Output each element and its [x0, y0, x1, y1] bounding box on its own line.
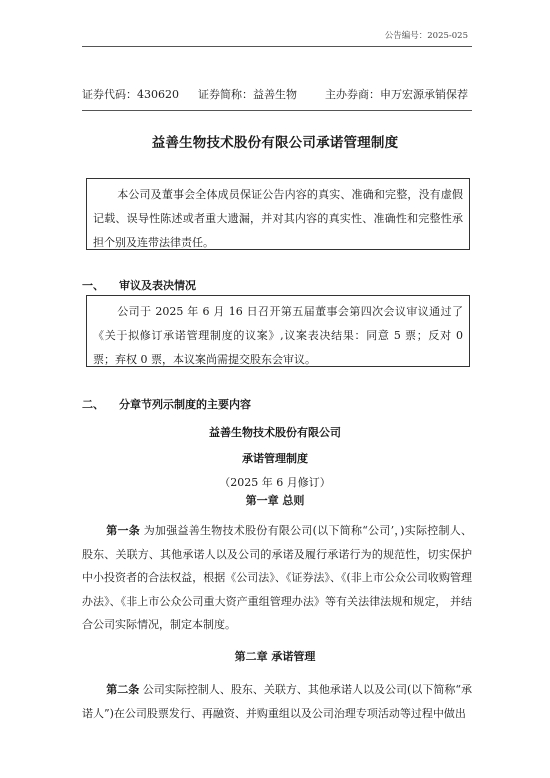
board-statement-box [86, 178, 470, 250]
article2-label: 第二条 [106, 683, 140, 696]
revision-note: （2025 年 6 月修订） [219, 476, 331, 489]
sponsor-broker: 主办券商：申万宏源承销保荐 [325, 88, 468, 101]
announcement-number: 公告编号：2025-025 [384, 31, 468, 41]
article1 [82, 519, 472, 637]
section2-number: 二、 [82, 398, 104, 411]
header-rule [82, 46, 472, 47]
board-statement-text: 本公司及董事会全体成员保证公告内容的真实、准确和完整，没有虚假记载、误导性陈述或者重大遗漏，并对其内容的真实性、准确性和完整性承担个别及连带法律责任。 [93, 188, 463, 249]
section1-number: 一、 [82, 279, 104, 292]
chapter1-heading: 第一章 总则 [245, 494, 305, 507]
chapter2-heading: 第二章 承诺管理 [234, 650, 316, 663]
resolution-box [86, 295, 470, 367]
stock-abbreviation: 证券简称：益善生物 [198, 88, 297, 101]
article1-text: 为加强益善生物技术股份有限公司(以下简称“公司’，)实际控制人、股东、关联方、其他承诺人以及公司的承诺及履行承诺行为的规范性，切实保护中小投资者的合法权益，根据《公司法》、《证券法》、《(非上市公众公司收购管理办法》、《非上市公众公司重大资产重组管理办法》等有关法律法规和规定， 并结合公司实际情况，制定本制度。 [82, 524, 472, 631]
document-title: 益善生物技术股份有限公司承诺管理制度 [151, 135, 399, 151]
section1-heading: 审议及表决情况 [119, 279, 196, 292]
regulation-company: 益善生物技术股份有限公司 [209, 426, 341, 439]
section2-heading: 分章节列示制度的主要内容 [119, 398, 251, 411]
stock-code: 证券代码：430620 [82, 88, 179, 101]
article2-text: 公司实际控制人、股东、关联方、其他承诺人以及公司(以下简称“承诺人”)在公司股票发行、再融资、并购重组以及公司治理专项活动等过程中做出 [82, 683, 472, 720]
regulation-name: 承诺管理制度 [242, 452, 308, 465]
meta-rule [82, 110, 472, 111]
article2 [82, 678, 472, 725]
article1-label: 第一条 [106, 524, 140, 537]
resolution-text: 公司于 2025 年 6 月 16 日召开第五届董事会第四次会议审议通过了《关于拟修订承诺管理制度的议案》,议案表决结果：同意 5 票；反对 0 票；弃权 0 票，本议案尚需提交股东会审议。 [93, 305, 463, 366]
